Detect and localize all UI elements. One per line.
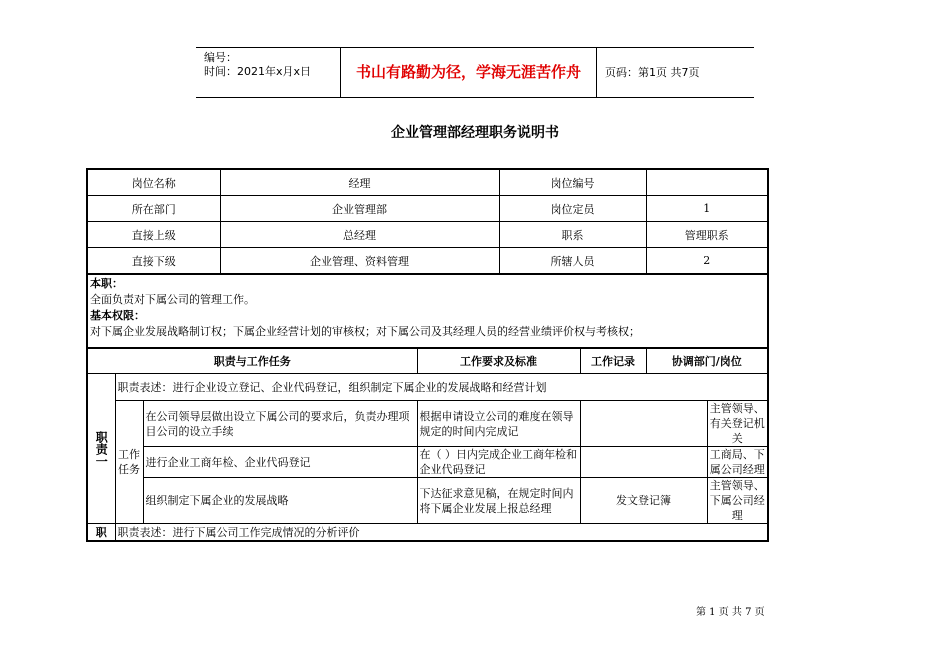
duty1-desc: 职责表述：进行企业设立登记、企业代码登记，组织制定下属企业的发展战略和经营计划 [115,374,768,401]
page-title: 企业管理部经理职务说明书 [391,125,559,141]
duty-label: 本职： [90,277,123,290]
task-row [87,478,768,524]
info-value: 企业管理、资料管理 [220,248,499,275]
info-label: 岗位名称 [87,169,220,196]
info-row [87,248,768,275]
info-label: 直接上级 [87,222,220,248]
info-label: 所辖人员 [499,248,646,275]
job-description-table [86,168,769,542]
page-footer: 第 1 页 共 7 页 [696,607,765,618]
authority-text: 对下属企业发展战略制订权；下属企业经营计划的审核权；对下属公司及其经理人员的经营业绩评价权与考核权； [90,325,640,338]
task-standard: 根据申请设立公司的难度在领导规定的时间内完成记 [417,401,580,447]
duty2-desc: 职责表述：进行下属公司工作完成情况的分析评价 [115,524,768,542]
motto: 书山有路勤为径，学海无涯苦作舟 [340,48,597,97]
info-row [87,169,768,196]
task-text: 在公司领导层做出设立下属公司的要求后，负责办理项目公司的设立手续 [143,401,417,447]
info-label: 职系 [499,222,646,248]
info-value: 1 [646,196,768,222]
task-standard: 下达征求意见稿，在规定时间内将下属企业发展上报总经理 [417,478,580,524]
duty-section [87,274,768,348]
task-coord: 主管领导、下属公司经理 [707,478,768,524]
task-text: 进行企业工商年检、企业代码登记 [143,447,417,478]
task-header-row [87,348,768,374]
time-label: 时间：2021年x月x日 [204,65,312,78]
info-row [87,196,768,222]
task-coord: 工商局、下属公司经理 [707,447,768,478]
duty1-desc-row [87,374,768,401]
coord-header: 协调部门/岗位 [646,348,768,374]
info-value: 总经理 [220,222,499,248]
header-meta [196,48,337,97]
task-standard: 在（ ）日内完成企业工商年检和企业代码登记 [417,447,580,478]
document-header [196,47,754,98]
task-header: 职责与工作任务 [87,348,417,374]
info-label: 直接下级 [87,248,220,275]
task-row [87,401,768,447]
duty-text: 全面负责对下属公司的管理工作。 [90,293,255,306]
standard-header: 工作要求及标准 [417,348,580,374]
info-value [646,169,768,196]
duty2-label: 职 [87,524,115,542]
task-row [87,447,768,478]
task-text: 组织制定下属企业的发展战略 [143,478,417,524]
task-coord: 主管领导、有关登记机关 [707,401,768,447]
page-code: 页码：第1页 共7页 [605,66,700,79]
info-row [87,222,768,248]
info-label: 岗位编号 [499,169,646,196]
record-header: 工作记录 [580,348,646,374]
duty1-label: 职责一 [87,374,115,524]
info-label: 所在部门 [87,196,220,222]
task-record [580,447,707,478]
info-value: 企业管理部 [220,196,499,222]
task-record: 发文登记簿 [580,478,707,524]
number-label: 编号： [204,51,237,64]
info-value: 2 [646,248,768,275]
task-record [580,401,707,447]
duty-authority-cell [87,274,768,348]
authority-label: 基本权限： [90,309,145,322]
info-label: 岗位定员 [499,196,646,222]
task-label: 工作任务 [115,401,143,524]
info-value: 管理职系 [646,222,768,248]
info-value: 经理 [220,169,499,196]
duty2-desc-row [87,524,768,542]
